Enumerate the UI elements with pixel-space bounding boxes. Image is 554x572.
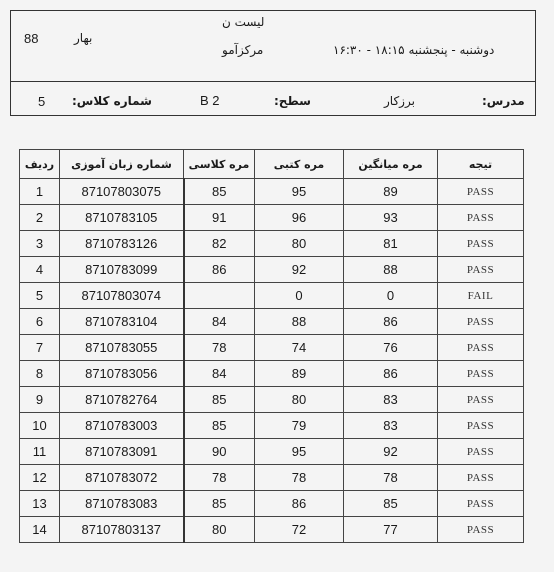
written-score-cell: 86 bbox=[255, 491, 344, 517]
result-cell: PASS bbox=[438, 335, 524, 361]
average-score-cell: 85 bbox=[344, 491, 438, 517]
header-result: تیجه bbox=[438, 150, 524, 179]
result-cell: PASS bbox=[438, 205, 524, 231]
header-row-number: ردیف bbox=[20, 150, 60, 179]
row-number-cell: 4 bbox=[20, 257, 60, 283]
written-score-cell: 79 bbox=[255, 413, 344, 439]
table-row bbox=[20, 309, 524, 335]
level-label: سطح: bbox=[274, 94, 311, 108]
header-student-id: شماره زبان آموزی bbox=[60, 150, 184, 179]
average-score-cell: 76 bbox=[344, 335, 438, 361]
table-row bbox=[20, 439, 524, 465]
result-cell: FAIL bbox=[438, 283, 524, 309]
result-cell: PASS bbox=[438, 361, 524, 387]
average-score-cell: 78 bbox=[344, 465, 438, 491]
written-score-cell: 89 bbox=[255, 361, 344, 387]
result-cell: PASS bbox=[438, 309, 524, 335]
student-id-cell: 87107803075 bbox=[60, 179, 184, 205]
grades-table bbox=[19, 149, 524, 543]
written-score-cell: 74 bbox=[255, 335, 344, 361]
result-cell: PASS bbox=[438, 387, 524, 413]
header-divider bbox=[11, 81, 535, 82]
table-row bbox=[20, 335, 524, 361]
written-score-cell: 88 bbox=[255, 309, 344, 335]
teacher-name: برزکار bbox=[384, 94, 415, 108]
table-row bbox=[20, 491, 524, 517]
class-score-cell bbox=[184, 283, 255, 309]
table-row bbox=[20, 205, 524, 231]
student-id-cell: 8710783056 bbox=[60, 361, 184, 387]
row-number-cell: 5 bbox=[20, 283, 60, 309]
table-row bbox=[20, 465, 524, 491]
season-label: بهار bbox=[74, 31, 93, 45]
student-id-cell: 8710783072 bbox=[60, 465, 184, 491]
row-number-cell: 9 bbox=[20, 387, 60, 413]
average-score-cell: 86 bbox=[344, 361, 438, 387]
average-score-cell: 83 bbox=[344, 387, 438, 413]
written-score-cell: 92 bbox=[255, 257, 344, 283]
row-number-cell: 3 bbox=[20, 231, 60, 257]
written-score-cell: 95 bbox=[255, 179, 344, 205]
center-name: مرکزآمو bbox=[222, 43, 264, 57]
class-score-cell: 78 bbox=[184, 465, 255, 491]
schedule-text: دوشنبه - پنجشنبه ۱۸:۱۵ - ۱۶:۳۰ bbox=[333, 43, 495, 57]
student-id-cell: 8710782764 bbox=[60, 387, 184, 413]
class-score-cell: 85 bbox=[184, 387, 255, 413]
average-score-cell: 92 bbox=[344, 439, 438, 465]
result-cell: PASS bbox=[438, 413, 524, 439]
row-number-cell: 10 bbox=[20, 413, 60, 439]
row-number-cell: 2 bbox=[20, 205, 60, 231]
table-header-row bbox=[20, 150, 524, 179]
row-number-cell: 8 bbox=[20, 361, 60, 387]
average-score-cell: 81 bbox=[344, 231, 438, 257]
class-score-cell: 90 bbox=[184, 439, 255, 465]
table-row bbox=[20, 387, 524, 413]
table-row bbox=[20, 179, 524, 205]
written-score-cell: 96 bbox=[255, 205, 344, 231]
class-number-value: 5 bbox=[38, 94, 46, 109]
header-class-score: مره کلاسی bbox=[184, 150, 255, 179]
student-id-cell: 8710783104 bbox=[60, 309, 184, 335]
class-score-cell: 84 bbox=[184, 309, 255, 335]
student-id-cell: 8710783055 bbox=[60, 335, 184, 361]
row-number-cell: 6 bbox=[20, 309, 60, 335]
list-title: لیست ن bbox=[222, 15, 265, 29]
student-id-cell: 87107803074 bbox=[60, 283, 184, 309]
header-written-score: مره کتبی bbox=[255, 150, 344, 179]
class-score-cell: 85 bbox=[184, 179, 255, 205]
class-score-cell: 80 bbox=[184, 517, 255, 543]
table-row bbox=[20, 517, 524, 543]
average-score-cell: 93 bbox=[344, 205, 438, 231]
class-score-cell: 86 bbox=[184, 257, 255, 283]
table-row bbox=[20, 231, 524, 257]
table-row bbox=[20, 283, 524, 309]
average-score-cell: 88 bbox=[344, 257, 438, 283]
teacher-label: مدرس: bbox=[482, 94, 525, 108]
student-id-cell: 87107803137 bbox=[60, 517, 184, 543]
row-number-cell: 7 bbox=[20, 335, 60, 361]
written-score-cell: 80 bbox=[255, 387, 344, 413]
average-score-cell: 86 bbox=[344, 309, 438, 335]
table-row bbox=[20, 257, 524, 283]
student-id-cell: 8710783091 bbox=[60, 439, 184, 465]
result-cell: PASS bbox=[438, 179, 524, 205]
written-score-cell: 80 bbox=[255, 231, 344, 257]
class-number-label: شماره کلاس: bbox=[72, 94, 152, 108]
table-row bbox=[20, 413, 524, 439]
average-score-cell: 89 bbox=[344, 179, 438, 205]
average-score-cell: 83 bbox=[344, 413, 438, 439]
result-cell: PASS bbox=[438, 491, 524, 517]
level-value: B 2 bbox=[200, 93, 220, 108]
grades-body bbox=[20, 179, 524, 543]
class-score-cell: 82 bbox=[184, 231, 255, 257]
class-score-cell: 85 bbox=[184, 413, 255, 439]
class-score-cell: 85 bbox=[184, 491, 255, 517]
student-id-cell: 8710783099 bbox=[60, 257, 184, 283]
table-row bbox=[20, 361, 524, 387]
student-id-cell: 8710783003 bbox=[60, 413, 184, 439]
written-score-cell: 78 bbox=[255, 465, 344, 491]
written-score-cell: 95 bbox=[255, 439, 344, 465]
result-cell: PASS bbox=[438, 439, 524, 465]
class-score-cell: 84 bbox=[184, 361, 255, 387]
student-id-cell: 8710783105 bbox=[60, 205, 184, 231]
class-score-cell: 78 bbox=[184, 335, 255, 361]
result-cell: PASS bbox=[438, 231, 524, 257]
row-number-cell: 13 bbox=[20, 491, 60, 517]
result-cell: PASS bbox=[438, 465, 524, 491]
row-number-cell: 1 bbox=[20, 179, 60, 205]
result-cell: PASS bbox=[438, 257, 524, 283]
row-number-cell: 14 bbox=[20, 517, 60, 543]
written-score-cell: 0 bbox=[255, 283, 344, 309]
class-score-cell: 91 bbox=[184, 205, 255, 231]
average-score-cell: 0 bbox=[344, 283, 438, 309]
average-score-cell: 77 bbox=[344, 517, 438, 543]
result-cell: PASS bbox=[438, 517, 524, 543]
student-count: 88 bbox=[24, 31, 39, 46]
row-number-cell: 12 bbox=[20, 465, 60, 491]
header-average: مره میانگین bbox=[344, 150, 438, 179]
student-id-cell: 8710783126 bbox=[60, 231, 184, 257]
row-number-cell: 11 bbox=[20, 439, 60, 465]
written-score-cell: 72 bbox=[255, 517, 344, 543]
student-id-cell: 8710783083 bbox=[60, 491, 184, 517]
